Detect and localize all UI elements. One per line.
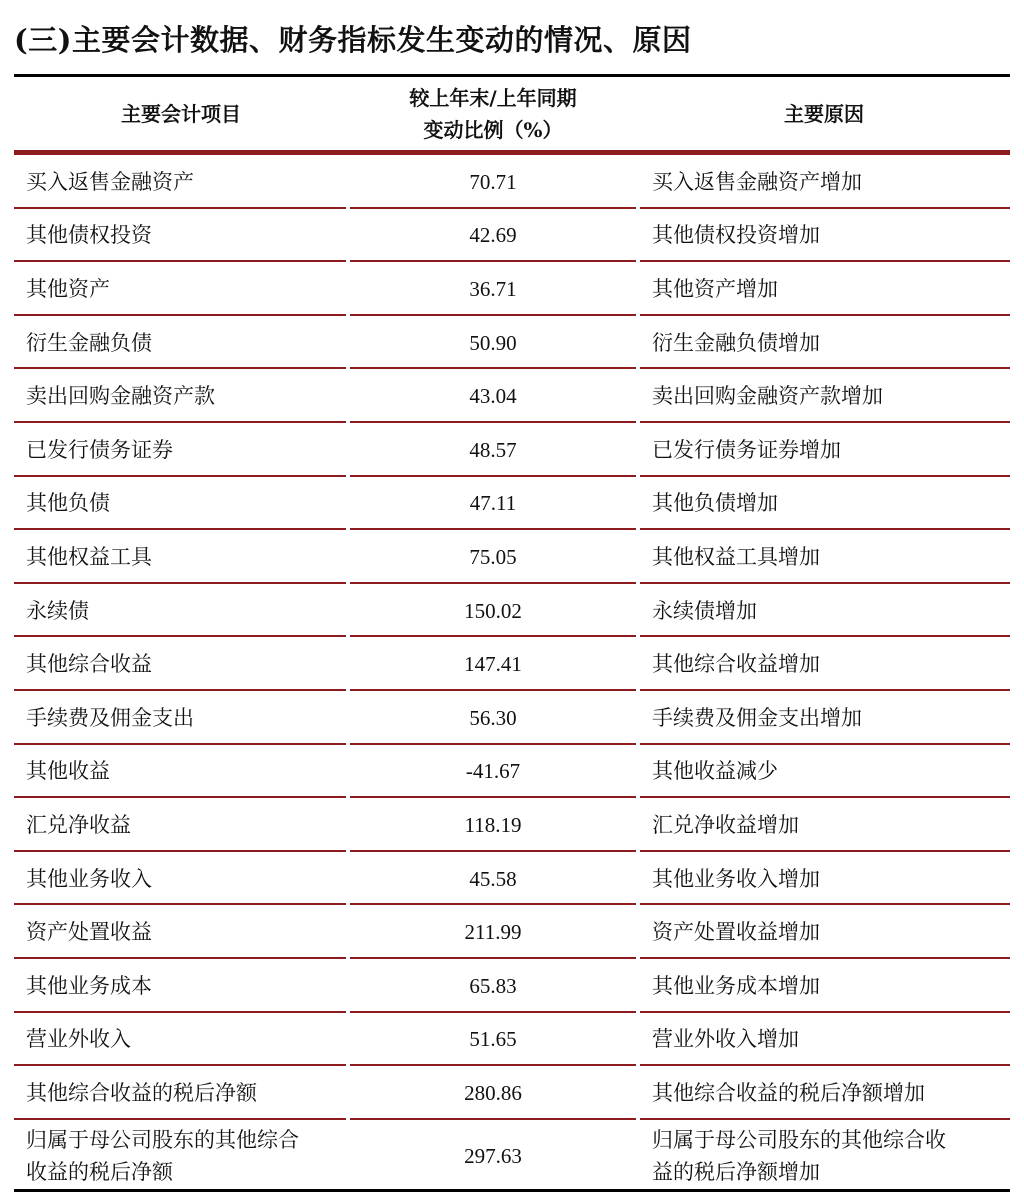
bottom-rule	[14, 1189, 1010, 1192]
reason-cell: 其他负债增加	[652, 491, 778, 516]
item-cell: 汇兑净收益	[26, 812, 131, 837]
change-cell: 50.90	[469, 330, 517, 355]
item-cell: 买入返售金融资产	[26, 169, 194, 194]
item-cell: 其他债权投资	[26, 223, 152, 248]
table-row	[14, 262, 1010, 316]
change-cell: 211.99	[464, 920, 522, 945]
change-cell: -41.67	[465, 759, 521, 784]
data-table	[14, 155, 1010, 1192]
item-cell: 其他收益	[26, 759, 110, 784]
reason-cell: 衍生金融负债增加	[652, 330, 820, 355]
change-cell: 118.19	[464, 812, 522, 837]
reason-cell: 其他综合收益的税后净额增加	[652, 1080, 925, 1105]
table-row	[14, 1066, 1010, 1120]
item-cell: 资产处置收益	[26, 920, 152, 945]
table-row	[14, 637, 1010, 691]
table-row	[14, 959, 1010, 1013]
item-cell: 其他资产	[26, 276, 110, 301]
item-cell: 卖出回购金融资产款	[26, 384, 215, 409]
table-row	[14, 584, 1010, 638]
item-cell: 其他负债	[26, 491, 110, 516]
item-cell: 衍生金融负债	[26, 330, 152, 355]
table-row	[14, 905, 1010, 959]
item-cell: 其他业务收入	[26, 866, 152, 891]
table-row	[14, 369, 1010, 423]
table-row	[14, 155, 1010, 209]
reason-cell: 已发行债务证券增加	[652, 437, 841, 462]
change-cell: 150.02	[464, 598, 522, 623]
item-cell: 其他业务成本	[26, 973, 152, 998]
item-cell: 已发行债务证券	[26, 437, 173, 462]
reason-cell: 其他综合收益增加	[652, 652, 820, 677]
change-cell: 45.58	[469, 866, 517, 891]
change-cell: 51.65	[469, 1027, 517, 1052]
reason-cell: 其他资产增加	[652, 276, 778, 301]
item-cell: 手续费及佣金支出	[26, 705, 194, 730]
change-cell: 43.04	[469, 384, 517, 409]
table-row	[14, 316, 1010, 370]
reason-cell: 永续债增加	[652, 598, 757, 623]
reason-cell	[652, 1120, 1002, 1192]
reason-cell: 手续费及佣金支出增加	[652, 705, 862, 730]
reason-cell: 汇兑净收益增加	[652, 812, 799, 837]
item-cell: 其他综合收益	[26, 652, 152, 677]
change-cell: 147.41	[464, 652, 522, 677]
change-cell: 297.63	[464, 1143, 522, 1168]
change-cell: 280.86	[464, 1080, 522, 1105]
change-cell: 47.11	[469, 491, 517, 516]
item-cell: 永续债	[26, 598, 89, 623]
reason-cell: 其他业务收入增加	[652, 866, 820, 891]
table-row	[14, 852, 1010, 906]
table-row	[14, 1013, 1010, 1067]
header-reason: 主要原因	[784, 101, 864, 126]
page-title: (三)主要会计数据、财务指标发生变动的情况、原因	[14, 23, 692, 57]
reason-cell: 卖出回购金融资产款增加	[652, 384, 883, 409]
change-cell: 36.71	[469, 276, 517, 301]
table-row	[14, 798, 1010, 852]
item-line: 归属于母公司股东的其他综合	[26, 1127, 299, 1152]
reason-cell: 其他收益减少	[652, 759, 778, 784]
reason-cell: 其他权益工具增加	[652, 544, 820, 569]
item-cell: 营业外收入	[26, 1027, 131, 1052]
change-cell: 48.57	[469, 437, 517, 462]
reason-cell: 营业外收入增加	[652, 1027, 799, 1052]
table-row	[14, 209, 1010, 263]
change-cell: 75.05	[469, 544, 517, 569]
header-change-line1: 较上年末/上年同期	[409, 85, 577, 110]
table-row	[14, 1120, 1010, 1192]
change-cell: 56.30	[469, 705, 517, 730]
item-cell: 其他综合收益的税后净额	[26, 1080, 257, 1105]
table-row	[14, 691, 1010, 745]
item-line: 收益的税后净额	[26, 1159, 173, 1184]
table-row	[14, 745, 1010, 799]
change-cell: 70.71	[469, 169, 517, 194]
item-cell	[26, 1120, 344, 1192]
change-cell: 65.83	[469, 973, 517, 998]
reason-cell: 资产处置收益增加	[652, 920, 820, 945]
reason-line: 归属于母公司股东的其他综合收	[652, 1127, 946, 1152]
reason-cell: 买入返售金融资产增加	[652, 169, 862, 194]
reason-cell: 其他债权投资增加	[652, 223, 820, 248]
table-row	[14, 423, 1010, 477]
table-row	[14, 477, 1010, 531]
table-row	[14, 530, 1010, 584]
header-change-line2: 变动比例（%）	[423, 117, 563, 142]
header-item: 主要会计项目	[121, 101, 241, 126]
change-cell: 42.69	[469, 223, 517, 248]
item-cell: 其他权益工具	[26, 544, 152, 569]
header-change	[348, 77, 638, 150]
reason-line: 益的税后净额增加	[652, 1159, 820, 1184]
reason-cell: 其他业务成本增加	[652, 973, 820, 998]
table-header	[14, 77, 1010, 150]
